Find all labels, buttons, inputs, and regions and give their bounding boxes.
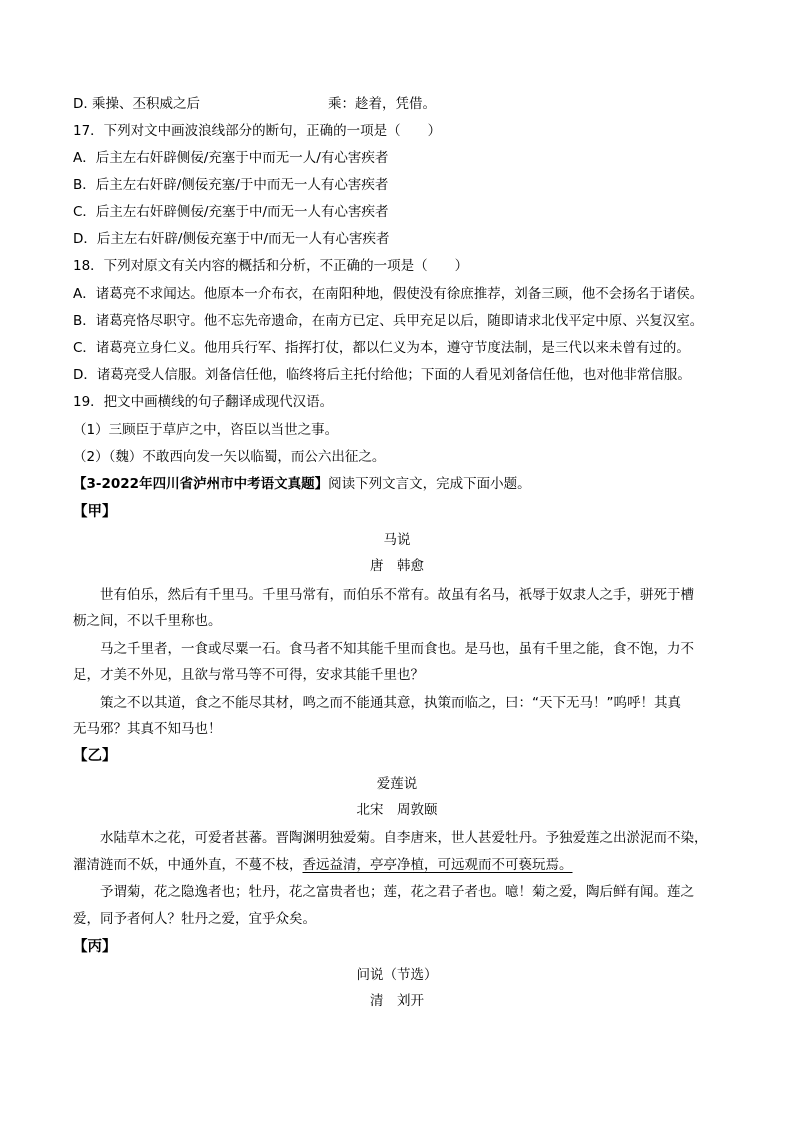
passage-yi-author: 北宋 周敦颐 xyxy=(356,802,438,818)
passage-jia-marker: 【甲】 xyxy=(73,504,117,520)
yi-paragraph-2-line-2: 爱，同予者何人？牡丹之爱，宜乎众矣。 xyxy=(73,911,316,927)
yi-paragraph-2-line-1: 予谓菊，花之隐逸者也；牡丹，花之富贵者也；莲，花之君子者也。噫！菊之爱，陶后鲜有闻。莲之 xyxy=(100,884,694,900)
q19-item-1: （1）三顾臣于草庐之中，咨臣以当世之事。 xyxy=(73,422,339,438)
q19-item-2: （2）（魏）不敢西向发一矢以临蜀，而公六出征之。 xyxy=(73,449,386,465)
q18-option-c: C．诸葛亮立身仁义。他用兵行军、指挥打仗，都以仁义为本，遵守节度法制，是三代以来未曾有过的。 xyxy=(73,340,690,356)
q18-option-d: D．诸葛亮受人信服。刘备信任他，临终将后主托付给他；下面的人看见刘备信任他，也对他非常信服。 xyxy=(73,367,691,383)
question-19: 19．把文中画横线的句子翻译成现代汉语。 xyxy=(73,394,334,410)
passage-bing-marker: 【丙】 xyxy=(73,939,117,955)
q18-option-a: A．诸葛亮不求闻达。他原本一介布衣，在南阳种地，假使没有徐庶推荐，刘备三顾，他不会扬名于诸侯。 xyxy=(73,286,704,302)
q17-option-b: B．后主左右奸辟/侧佞充塞/于中而无一人有心害疾者 xyxy=(73,177,389,193)
passage-jia-title: 马说 xyxy=(383,532,411,548)
passage-jia-author: 唐 韩愈 xyxy=(370,558,424,574)
section-source-tag: 【3-2022年四川省泸州市中考语文真题】 xyxy=(73,476,329,492)
question-18: 18．下列对原文有关内容的概括和分析，不正确的一项是（ ） xyxy=(73,258,469,274)
q16-option-d xyxy=(73,94,436,114)
question-17: 17．下列对文中画波浪线部分的断句，正确的一项是（ ） xyxy=(73,123,442,139)
q18-option-b: B．诸葛亮恪尽职守。他不忘先帝遗命，在南方已定、兵甲充足以后，随即请求北伐平定中原、兴复汉室。 xyxy=(73,313,704,329)
passage-yi-title: 爱莲说 xyxy=(376,776,418,792)
passage-bing-title: 问说（节选） xyxy=(356,967,438,983)
underlined-sentence: 香远益清，亭亭净植，可远观而不可亵玩焉。 xyxy=(302,857,573,873)
q17-option-c: C．后主左右奸辟侧佞/充塞于中/而无一人有心害疾者 xyxy=(73,204,389,220)
option-text: D. 乘操、丕积威之后 xyxy=(73,96,200,112)
jia-paragraph-1-line-1: 世有伯乐，然后有千里马。千里马常有，而伯乐不常有。故虽有名马，祇辱于奴隶人之手，骈死于槽 xyxy=(100,587,694,603)
jia-paragraph-3-line-2: 无马邪？其真不知马也！ xyxy=(73,721,222,737)
jia-paragraph-2-line-2: 足，才美不外见，且欲与常马等不可得，安求其能千里也？ xyxy=(73,667,424,683)
jia-paragraph-3-line-1: 策之不以其道，食之不能尽其材，鸣之而不能通其意，执策而临之，曰：“天下无马！”呜呼！其真 xyxy=(100,695,681,711)
q17-option-d: D．后主左右奸辟/侧佞充塞于中/而无一人有心害疾者 xyxy=(73,231,390,247)
section-3-heading xyxy=(73,474,531,494)
passage-yi-marker: 【乙】 xyxy=(73,748,117,764)
yi-paragraph-1-line-1: 水陆草木之花，可爱者甚蕃。晋陶渊明独爱菊。自李唐来，世人甚爱牡丹。予独爱莲之出淤泥而不染， xyxy=(100,830,708,846)
yi-paragraph-1-line-2 xyxy=(73,855,573,875)
passage-bing-author: 清 刘开 xyxy=(370,993,424,1009)
section-instruction: 阅读下列文言文，完成下面小题。 xyxy=(328,476,531,492)
plain-text: 濯清涟而不妖，中通外直，不蔓不枝， xyxy=(73,857,303,873)
jia-paragraph-1-line-2: 枥之间，不以千里称也。 xyxy=(73,613,222,629)
q17-option-a: A．后主左右奸辟侧佞/充塞于中而无一人/有心害疾者 xyxy=(73,150,389,166)
option-gloss: 乘：趁着，凭借。 xyxy=(327,96,436,112)
jia-paragraph-2-line-1: 马之千里者，一食或尽粟一石。食马者不知其能千里而食也。是马也，虽有千里之能，食不饱，力不 xyxy=(100,641,694,657)
